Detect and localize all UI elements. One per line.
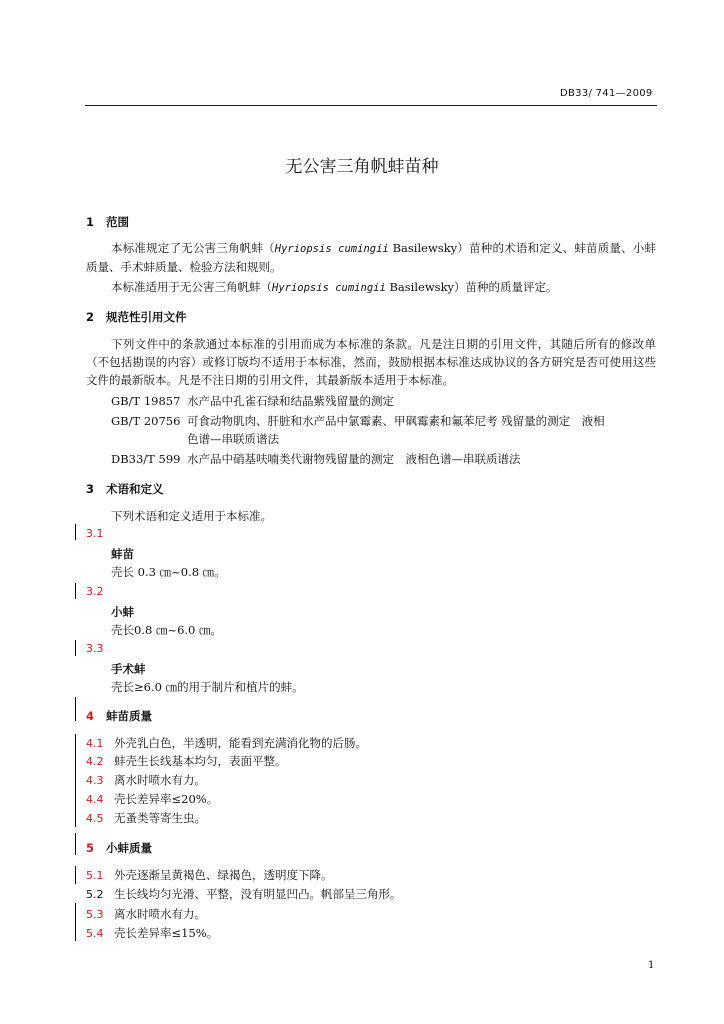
list-item [86,924,218,943]
change-bar [75,524,76,540]
list-item [86,752,287,771]
item-number: 4.4 [86,793,104,806]
change-bar [75,903,76,941]
item-number: 4.3 [86,774,104,787]
list-item [86,734,367,753]
section-title: 规范性引用文件 [106,310,187,324]
section-3-heading [86,481,164,497]
section-title: 术语和定义 [106,482,164,496]
section-3-intro: 下列术语和定义适用于本标准。 [111,509,272,523]
list-item [86,885,402,904]
item-text: 壳长差异率≤15%。 [114,926,219,940]
document-title: 无公害三角帆蚌苗种 [285,157,439,177]
item-number: 5.4 [86,927,104,940]
section-number: 1 [86,215,95,229]
section-number: 2 [86,310,95,324]
term-definition: 壳长0.8 ㎝~6.0 ㎝。 [111,623,223,637]
item-text: 外壳逐渐呈黄褐色、绿褐色，透明度下降。 [114,868,333,882]
header-rule [85,105,657,106]
reference-title-continued: 色谱—串联质谱法 [187,432,279,446]
item-text: 离水时喷水有力。 [114,907,206,921]
section-5-heading [86,840,152,856]
item-number: 5.1 [86,869,104,882]
item-number: 5.2 [86,888,104,901]
item-number: 4.5 [86,812,104,825]
list-item [86,809,206,828]
page-number: 1 [648,960,655,971]
reference-code: GB/T 19857 [111,394,181,408]
reference-item [111,450,521,468]
section-title: 范围 [106,215,129,229]
item-text: 蚌壳生长线基本均匀，表面平整。 [114,754,287,768]
section-1-paragraph-2: 本标准适用于无公害三角帆蚌（Hyriopsis cumingii Basilewsky）苗种的质量评定。 [111,280,558,294]
section-1-heading [86,214,129,230]
reference-item [111,392,394,410]
reference-item [111,412,605,430]
section-2-paragraph: 下列文件中的条款通过本标准的引用而成为本标准的条款。凡是注日期的引用文件，其随后所有的修改单（不包括勘误的内容）或修订版均不适用于本标准，然而，鼓励根据本标准达成协议的各方研究是否可使用这些文件的最新版本。凡是不注日期的引用文件，其最新版本适用于本标准。 [86,337,656,387]
section-title: 蚌苗质量 [106,709,152,723]
section-number: 4 [86,709,95,723]
change-bar [75,640,76,656]
change-bar [75,583,76,599]
list-item [86,771,206,790]
list-item [86,866,333,885]
item-text: 外壳乳白色，半透明，能看到充满消化物的后肠。 [114,736,367,750]
section-number: 5 [86,841,95,855]
item-text: 壳长差异率≤20%。 [114,792,219,806]
list-item [86,790,218,809]
term-definition: 壳长≥6.0 ㎝的用于制片和植片的蚌。 [111,680,304,694]
document-code: DB33/ 741—2009 [560,88,653,99]
change-bar [75,833,76,855]
list-item [86,905,206,924]
term-number: 3.1 [86,527,104,540]
reference-code: DB33/T 599 [111,452,181,466]
change-bar [75,734,76,827]
reference-title: 可食动物肌肉、肝脏和水产品中氯霉素、甲砜霉素和氟苯尼考 残留量的测定 液相 [187,414,605,428]
term-number: 3.2 [86,585,104,598]
change-bar [75,697,76,721]
reference-title: 水产品中孔雀石绿和结晶紫残留量的测定 [187,394,394,408]
section-1-paragraph-1: 本标准规定了无公害三角帆蚌（Hyriopsis cumingii Basilewsky）苗种的术语和定义、蚌苗质量、小蚌质量、手术蚌质量、检验方法和规则。 [86,241,656,274]
scientific-name: Hyriopsis cumingii [274,243,389,255]
reference-title: 水产品中硝基呋喃类代谢物残留量的测定 液相色谱—串联质谱法 [187,452,521,466]
section-number: 3 [86,482,95,496]
term-definition: 壳长 0.3 ㎝~0.8 ㎝。 [111,565,226,579]
term-name: 手术蚌 [111,662,146,676]
item-text: 离水时喷水有力。 [114,773,206,787]
section-title: 小蚌质量 [106,841,152,855]
section-4-heading [86,708,152,724]
reference-code: GB/T 20756 [111,414,181,428]
item-text: 无蚤类等寄生虫。 [114,811,206,825]
item-number: 5.3 [86,908,104,921]
item-number: 4.2 [86,755,104,768]
term-name: 蚌苗 [111,547,134,561]
item-number: 4.1 [86,737,104,750]
item-text: 生长线均匀光滑、平整，没有明显凹凸。帆部呈三角形。 [114,887,402,901]
term-number: 3.3 [86,642,104,655]
scientific-name: Hyriopsis cumingii [272,282,386,294]
section-2-heading [86,309,187,325]
change-bar [75,866,76,884]
term-name: 小蚌 [111,605,134,619]
